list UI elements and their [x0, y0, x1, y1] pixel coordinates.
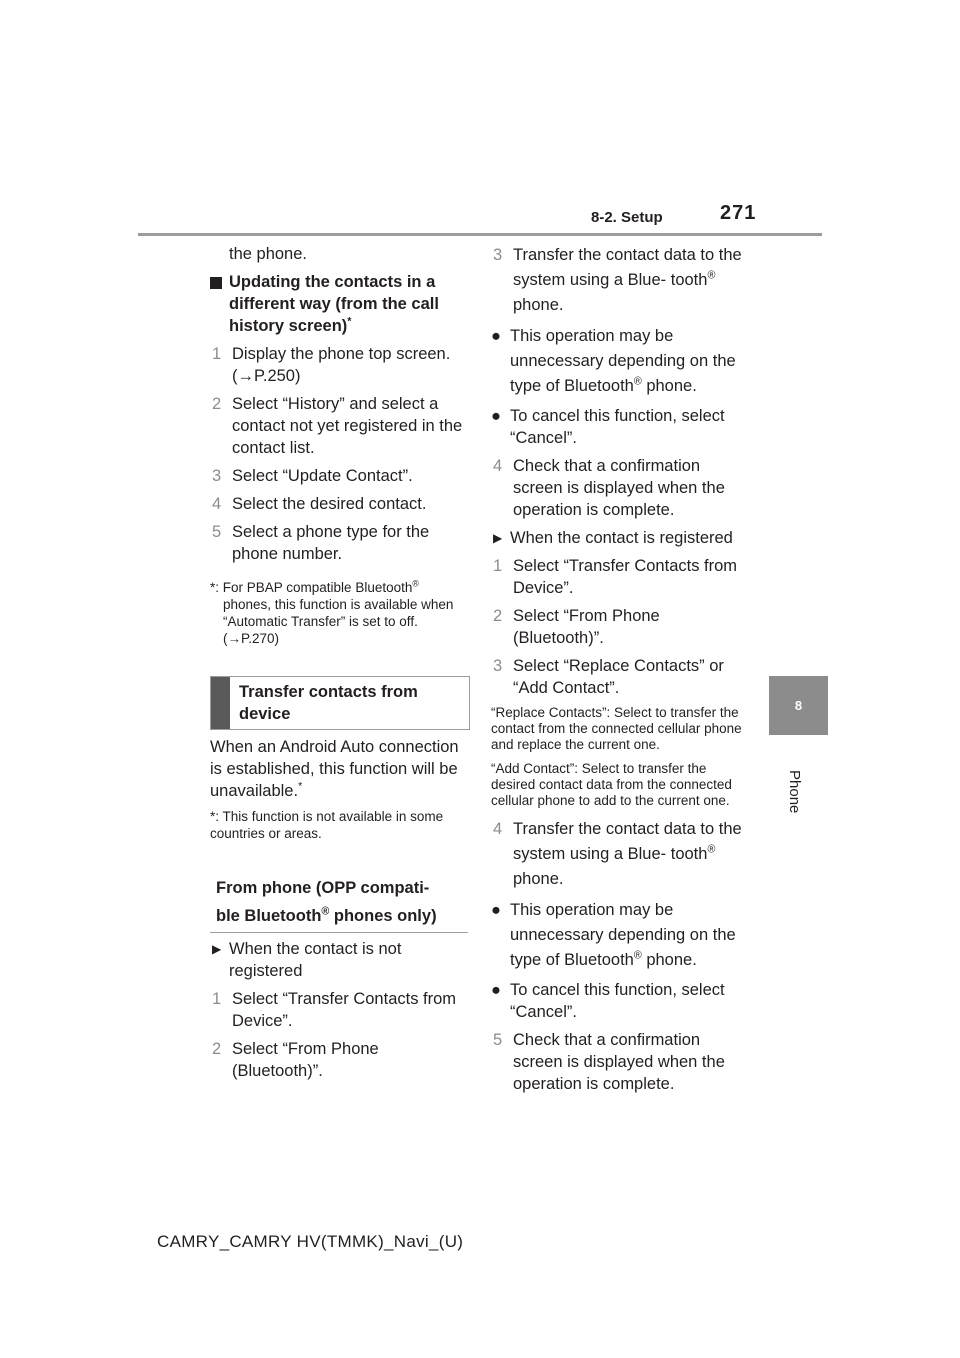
transfer-contacts-box — [210, 676, 470, 730]
step-text: Select a phone type for the phone number. — [232, 523, 430, 563]
step-text: Transfer the contact data to the system using a Blue- — [513, 820, 742, 863]
bullet-item — [491, 898, 749, 973]
step-number: 4 — [493, 457, 503, 475]
step-item — [491, 1029, 749, 1095]
android-note-text: When an Android Auto connection is established, this function will be unavailable. — [210, 738, 459, 800]
footnote-mark: * — [298, 780, 303, 793]
continued-text: the phone. — [229, 245, 307, 263]
footnote-mark: * — [347, 315, 352, 328]
step-text-b: tooth — [670, 271, 708, 289]
update-heading — [210, 271, 472, 337]
bullet-item — [491, 324, 749, 399]
step-text: Select “Replace Contacts” or “Add Contact”. — [513, 657, 724, 697]
step-number: 5 — [212, 523, 222, 541]
registered-mark: ® — [707, 269, 716, 282]
step-number: 3 — [493, 657, 503, 675]
bullet-text: To cancel this function, select “Cancel”. — [510, 981, 725, 1021]
document-footer: CAMRY_CAMRY HV(TMMK)_Navi_(U) — [157, 1232, 464, 1251]
bullet-item — [491, 979, 749, 1023]
footnote-countries — [210, 808, 472, 842]
subheading-rule — [210, 932, 468, 933]
step-text: Select “Transfer Contacts from Device”. — [232, 990, 457, 1030]
step-item — [210, 465, 472, 487]
android-note — [210, 736, 472, 802]
bullet-item — [491, 405, 749, 449]
header-rule — [138, 233, 822, 236]
note-add: “Add Contact”: Select to transfer the desired contact data from the connected cellular phone to add to the current one. — [491, 761, 732, 808]
opp-subheading — [216, 874, 472, 930]
step-text: Select “History” and select a contact not yet registered in the contact list. — [232, 395, 463, 457]
step-number: 1 — [493, 557, 503, 575]
square-bullet-icon — [210, 277, 222, 289]
chapter-number: 8 — [794, 698, 803, 713]
box-accent-bar — [211, 677, 230, 729]
bullet-text: This operation may be unnecessary depending on the type of Bluetooth — [510, 901, 736, 969]
step-number: 4 — [212, 495, 222, 513]
left-column-bottom — [210, 938, 472, 1088]
update-heading-text: Updating the contacts in a different way (from the call history screen) — [229, 273, 439, 335]
step-item — [491, 817, 749, 892]
step-number: 2 — [493, 607, 503, 625]
step-text: Transfer the contact data to the system using a Blue- — [513, 246, 742, 289]
step-text-c: phone. — [513, 296, 564, 314]
bullet-icon: ● — [491, 407, 501, 425]
triangle-bullet-icon: ▶ — [212, 942, 222, 956]
step-item — [491, 605, 749, 649]
bullet-icon: ● — [491, 981, 501, 999]
step-item — [210, 493, 472, 515]
triangle-bullet-icon: ▶ — [493, 531, 503, 545]
step-item — [491, 243, 749, 318]
step-number: 4 — [493, 820, 503, 838]
registered-mark: ® — [321, 905, 330, 918]
step-text: Check that a confirmation screen is displayed when the operation is complete. — [513, 1031, 725, 1093]
footnote-text-cont: phones, this function is available when “Automatic Transfer” is set to off. (→P.270) — [223, 597, 454, 646]
registered-mark: ® — [633, 375, 642, 388]
step-text: Display the phone top screen. (→P.250) — [232, 345, 451, 385]
step-number: 1 — [212, 345, 222, 363]
left-column-mid — [210, 736, 472, 852]
footnote-text: *: For PBAP compatible Bluetooth — [210, 580, 413, 595]
bullet-text: This operation may be unnecessary depending on the type of Bluetooth — [510, 327, 736, 395]
step-item — [491, 655, 749, 699]
step-item — [210, 343, 472, 387]
step-item — [210, 393, 472, 459]
condition-item — [491, 527, 749, 549]
footnote-pbap — [210, 579, 472, 647]
step-text: Select the desired contact. — [232, 495, 427, 513]
bullet-icon: ● — [491, 901, 501, 919]
step-number: 3 — [212, 467, 222, 485]
registered-mark: ® — [412, 578, 419, 589]
section-title: 8-2. Setup — [591, 209, 663, 226]
step-text: Select “Update Contact”. — [232, 467, 413, 485]
note-replace: “Replace Contacts”: Select to transfer the contact from the connected cellular phone and replace the current one. — [491, 705, 742, 752]
page-number: 271 — [720, 202, 757, 224]
bullet-text: To cancel this function, select “Cancel”. — [510, 407, 725, 447]
step-text-b: tooth — [670, 845, 708, 863]
step-number: 5 — [493, 1031, 503, 1049]
condition-item — [210, 938, 472, 982]
step-text: Select “From Phone (Bluetooth)”. — [513, 607, 660, 647]
step-item — [210, 1038, 472, 1082]
right-column — [491, 243, 749, 1101]
registered-mark: ® — [707, 843, 716, 856]
step-number: 1 — [212, 990, 222, 1008]
registered-mark: ® — [633, 949, 642, 962]
bullet-icon: ● — [491, 327, 501, 345]
left-column-top — [210, 243, 472, 657]
step-item — [210, 988, 472, 1032]
subheading-line2: ble Bluetooth — [216, 907, 322, 925]
box-title: Transfer contacts from device — [239, 683, 418, 723]
step-item — [491, 555, 749, 599]
chapter-label: Phone — [786, 770, 803, 814]
subheading-line1: From phone (OPP compati- — [216, 879, 430, 897]
step-item — [210, 521, 472, 565]
step-number: 3 — [493, 246, 503, 264]
step-number: 2 — [212, 395, 222, 413]
step-text-c: phone. — [513, 870, 564, 888]
step-text: Select “Transfer Contacts from Device”. — [513, 557, 738, 597]
footnote-text: *: This function is not available in some countries or areas. — [210, 809, 444, 841]
condition-text: When the contact is not registered — [229, 940, 402, 980]
step-item — [491, 455, 749, 521]
step-text: Check that a confirmation screen is displayed when the operation is complete. — [513, 457, 725, 519]
condition-text: When the contact is registered — [510, 529, 733, 547]
chapter-tab — [769, 676, 828, 735]
subheading-line2b: phones only) — [329, 907, 437, 925]
bullet-text-b: phone. — [641, 377, 697, 395]
step-number: 2 — [212, 1040, 222, 1058]
bullet-text-b: phone. — [641, 951, 697, 969]
step-text: Select “From Phone (Bluetooth)”. — [232, 1040, 379, 1080]
